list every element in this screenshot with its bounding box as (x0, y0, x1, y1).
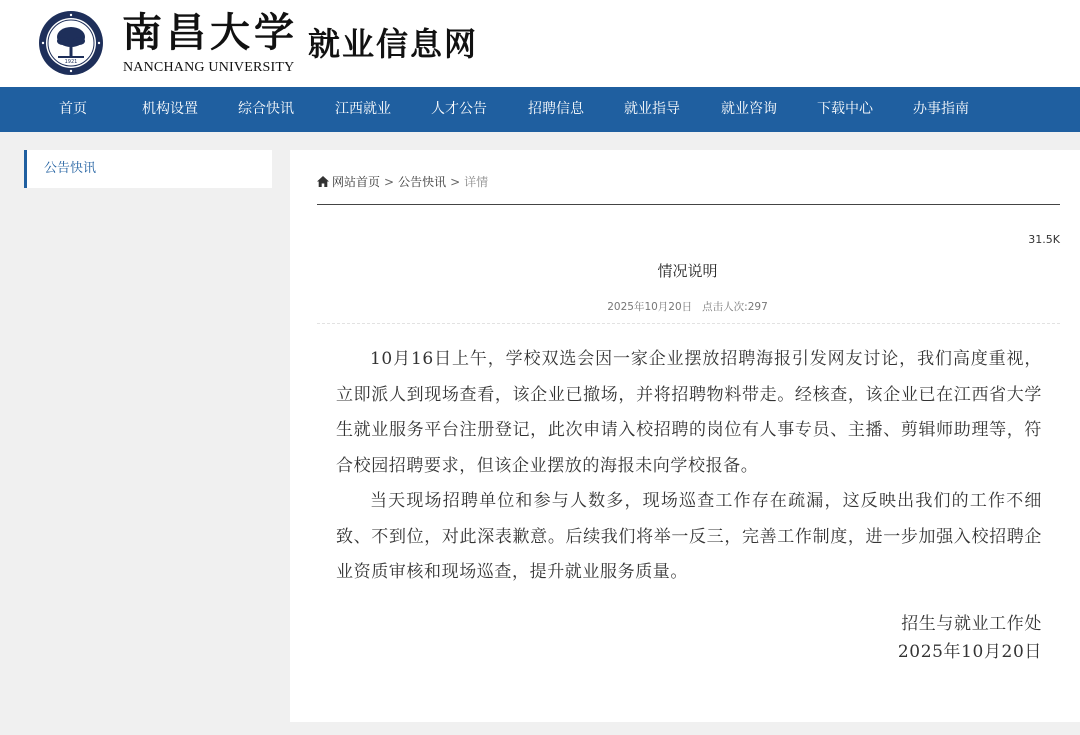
nav-item-guidance[interactable]: 就业指导 (624, 101, 680, 117)
article-paragraph: 当天现场招聘单位和参与人数多，现场巡查工作存在疏漏，这反映出我们的工作不细致、不到位，对此深表歉意。后续我们将举一反三，完善工作制度，进一步加强入校招聘企业资质审核和现场巡查，提升就业服务质量。 (336, 491, 1042, 582)
page-size-label: 31.5K (1028, 233, 1060, 246)
sidebar-item-announcements[interactable]: 公告快讯 (44, 161, 97, 176)
article-paragraph: 10月16日上午，学校双选会因一家企业摆放招聘海报引发网友讨论，我们高度重视，立即派人到现场查看，该企业已撤场，并将招聘物料带走。经核查，该企业已在江西省大学生就业服务平台注册登记，此次申请入校招聘的岗位有人事专员、主播、剪辑师助理等，符合校园招聘要求，但该企业摆放的海报未向学校报备。 (336, 349, 1042, 476)
site-header (0, 0, 1080, 87)
article-signature (898, 610, 1042, 666)
home-icon (317, 176, 329, 187)
nav-item-news[interactable]: 综合快讯 (238, 101, 294, 117)
nav-item-service-guide[interactable]: 办事指南 (913, 101, 969, 117)
nav-item-recruitment[interactable]: 招聘信息 (528, 101, 584, 117)
nav-item-organization[interactable]: 机构设置 (142, 101, 198, 117)
breadcrumb-separator: > (384, 175, 395, 189)
content-panel (290, 150, 1080, 722)
article-meta (290, 299, 1080, 314)
nav-item-jiangxi-jobs[interactable]: 江西就业 (335, 101, 391, 117)
signature-department: 招生与就业工作处 (901, 614, 1042, 634)
brand-name-en: NANCHANG UNIVERSITY (123, 60, 295, 75)
article-title: 情况说明 (657, 262, 718, 280)
sidebar (24, 150, 272, 188)
breadcrumb (317, 173, 488, 190)
breadcrumb-home-link[interactable]: 网站首页 (332, 175, 381, 189)
article-body (336, 342, 1042, 591)
brand-name-cn[interactable]: 南昌大学 (122, 9, 298, 56)
article-date: 2025年10月20日 (607, 301, 693, 313)
nav-item-talent-notice[interactable]: 人才公告 (431, 101, 487, 117)
breadcrumb-divider (317, 204, 1060, 205)
breadcrumb-section-link[interactable]: 公告快讯 (398, 175, 447, 189)
breadcrumb-separator: > (450, 175, 461, 189)
meta-divider (317, 323, 1060, 324)
signature-date: 2025年10月20日 (897, 642, 1042, 662)
nav-item-downloads[interactable]: 下载中心 (817, 101, 873, 117)
nav-item-home[interactable]: 首页 (59, 101, 87, 117)
seal-year: 1921 (64, 59, 78, 65)
article-views: 点击人次:297 (702, 301, 768, 313)
breadcrumb-current: 详情 (464, 175, 489, 189)
nav-item-consulting[interactable]: 就业咨询 (721, 101, 777, 117)
main-nav (0, 87, 1080, 132)
site-name: 就业信息网 (308, 25, 479, 63)
university-seal-logo[interactable] (38, 10, 104, 76)
